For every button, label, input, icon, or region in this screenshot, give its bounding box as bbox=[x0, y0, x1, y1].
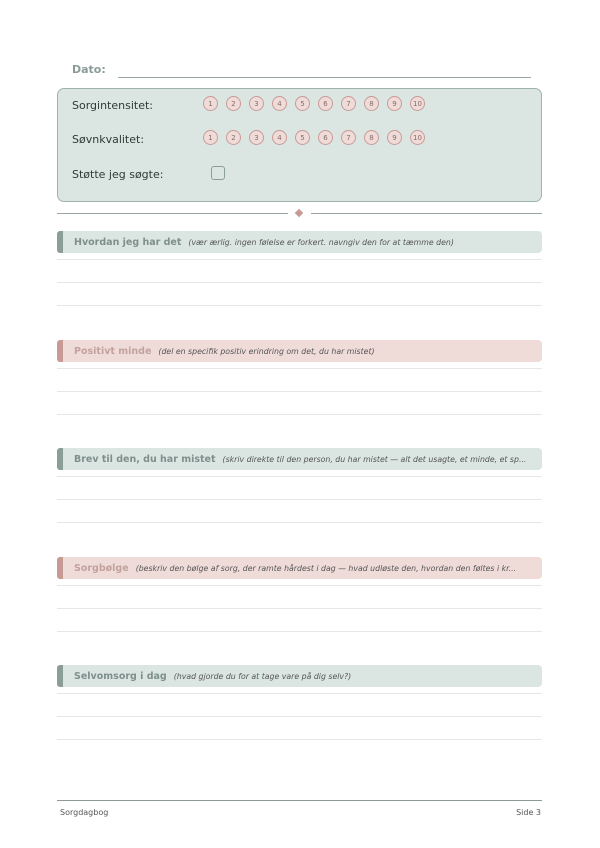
section-accent bbox=[57, 557, 63, 579]
section-2 bbox=[57, 340, 542, 430]
sleep-rating-6[interactable]: 6 bbox=[318, 130, 333, 145]
section-1 bbox=[57, 231, 542, 321]
section-hint: (hvad gjorde du for at tage vare på dig selv?) bbox=[173, 671, 352, 681]
section-header bbox=[57, 448, 542, 470]
sleep-rating-2[interactable]: 2 bbox=[226, 130, 241, 145]
footer-divider bbox=[57, 800, 542, 801]
section-4 bbox=[57, 557, 542, 647]
writing-line[interactable] bbox=[57, 631, 542, 632]
writing-line[interactable] bbox=[57, 305, 542, 306]
divider-diamond-icon bbox=[295, 209, 303, 217]
section-title: Selvomsorg i dag bbox=[74, 670, 167, 682]
support-checkbox[interactable] bbox=[211, 166, 225, 180]
date-row bbox=[72, 62, 532, 82]
writing-line[interactable] bbox=[57, 476, 542, 477]
intensity-rating-1[interactable]: 1 bbox=[203, 96, 218, 111]
date-input-line[interactable] bbox=[118, 77, 531, 78]
writing-line[interactable] bbox=[57, 522, 542, 523]
writing-line[interactable] bbox=[57, 368, 542, 369]
intensity-rating-8[interactable]: 8 bbox=[364, 96, 379, 111]
sleep-rating-10[interactable]: 10 bbox=[410, 130, 425, 145]
intensity-rating-2[interactable]: 2 bbox=[226, 96, 241, 111]
support-label: Støtte jeg søgte: bbox=[72, 168, 164, 181]
writing-line[interactable] bbox=[57, 282, 542, 283]
intensity-label: Sorgintensitet: bbox=[72, 99, 153, 112]
sleep-label: Søvnkvalitet: bbox=[72, 133, 145, 146]
date-label: Dato: bbox=[72, 63, 106, 76]
writing-line[interactable] bbox=[57, 739, 542, 740]
intensity-rating-5[interactable]: 5 bbox=[295, 96, 310, 111]
intensity-rating-4[interactable]: 4 bbox=[272, 96, 287, 111]
section-hint: (beskriv den bølge af sorg, der ramte hårdest i dag — hvad udløste den, hvordan den føltes i kr... bbox=[135, 563, 517, 573]
writing-line[interactable] bbox=[57, 414, 542, 415]
section-header bbox=[57, 665, 542, 687]
writing-line[interactable] bbox=[57, 585, 542, 586]
section-hint: (skriv direkte til den person, du har mistet — alt det usagte, et minde, et sp... bbox=[222, 454, 527, 464]
support-row bbox=[72, 165, 532, 187]
intensity-scale bbox=[203, 96, 433, 111]
section-title: Sorgbølge bbox=[74, 562, 129, 574]
section-header bbox=[57, 231, 542, 253]
sleep-rating-3[interactable]: 3 bbox=[249, 130, 264, 145]
sleep-rating-1[interactable]: 1 bbox=[203, 130, 218, 145]
section-accent bbox=[57, 231, 63, 253]
intensity-row bbox=[72, 96, 532, 118]
page-number: Side 3 bbox=[516, 808, 541, 817]
intensity-rating-6[interactable]: 6 bbox=[318, 96, 333, 111]
divider-line-right bbox=[311, 213, 542, 214]
sleep-scale bbox=[203, 130, 433, 145]
section-hint: (vær ærlig. ingen følelse er forkert. navngiv den for at tæmme den) bbox=[188, 237, 454, 247]
intensity-rating-7[interactable]: 7 bbox=[341, 96, 356, 111]
writing-line[interactable] bbox=[57, 391, 542, 392]
section-3 bbox=[57, 448, 542, 538]
section-hint: (del en specifik positiv erindring om det, du har mistet) bbox=[158, 346, 375, 356]
section-header bbox=[57, 557, 542, 579]
section-header bbox=[57, 340, 542, 362]
section-accent bbox=[57, 665, 63, 687]
section-5 bbox=[57, 665, 542, 755]
divider-line-left bbox=[57, 213, 288, 214]
footer-title: Sorgdagbog bbox=[60, 808, 109, 817]
writing-line[interactable] bbox=[57, 499, 542, 500]
writing-line[interactable] bbox=[57, 693, 542, 694]
section-accent bbox=[57, 448, 63, 470]
sleep-rating-5[interactable]: 5 bbox=[295, 130, 310, 145]
sleep-rating-7[interactable]: 7 bbox=[341, 130, 356, 145]
section-accent bbox=[57, 340, 63, 362]
writing-line[interactable] bbox=[57, 259, 542, 260]
writing-line[interactable] bbox=[57, 608, 542, 609]
section-title: Hvordan jeg har det bbox=[74, 236, 182, 248]
sleep-rating-8[interactable]: 8 bbox=[364, 130, 379, 145]
intensity-rating-9[interactable]: 9 bbox=[387, 96, 402, 111]
intensity-rating-3[interactable]: 3 bbox=[249, 96, 264, 111]
rating-box bbox=[57, 88, 542, 202]
section-title: Brev til den, du har mistet bbox=[74, 453, 216, 465]
intensity-rating-10[interactable]: 10 bbox=[410, 96, 425, 111]
section-title: Positivt minde bbox=[74, 345, 152, 357]
sleep-row bbox=[72, 130, 532, 152]
sleep-rating-4[interactable]: 4 bbox=[272, 130, 287, 145]
writing-line[interactable] bbox=[57, 716, 542, 717]
sleep-rating-9[interactable]: 9 bbox=[387, 130, 402, 145]
